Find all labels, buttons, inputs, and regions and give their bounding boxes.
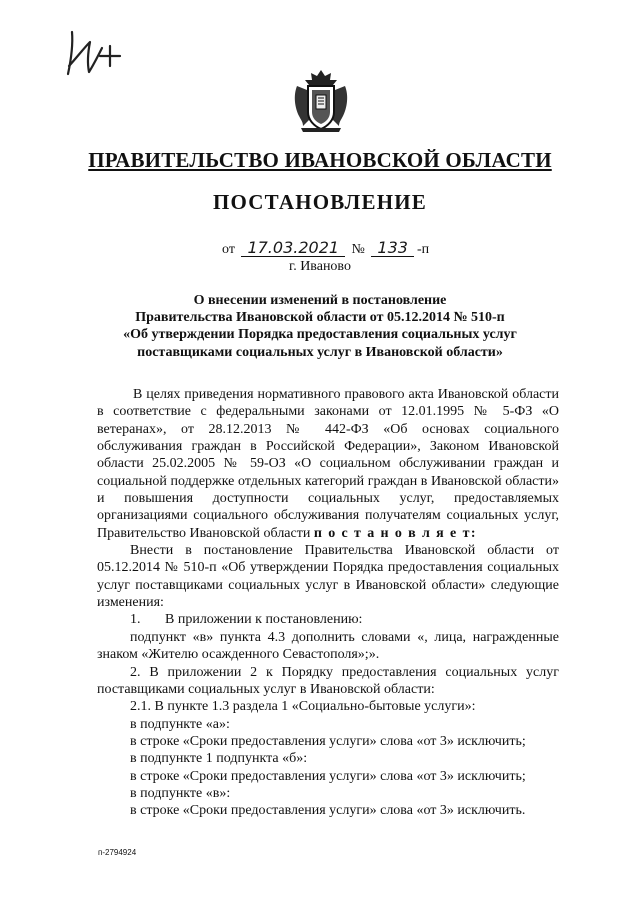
registration-line xyxy=(222,240,429,258)
document-body xyxy=(97,386,559,820)
item-paragraph: в подпункте «в»: xyxy=(130,785,231,801)
item-paragraph: в строке «Сроки предоставления услуги» слова «от 3» исключить; xyxy=(130,733,526,749)
city: г. Иваново xyxy=(289,259,351,274)
subject-line: О внесении изменений в постановление xyxy=(193,293,447,308)
preamble-paragraph xyxy=(97,386,559,542)
document-type: ПОСТАНОВЛЕНИЕ xyxy=(212,190,428,214)
item-paragraph: в подпункте 1 подпункта «б»: xyxy=(130,751,308,767)
item-paragraph: 2. В приложении 2 к Порядку предоставления социальных услуг поставщиками социальных услуг в Ивановской области: xyxy=(97,664,559,697)
subject-line: Правительства Ивановской области от 05.12.2014 № 510-п xyxy=(135,310,505,326)
coat-of-arms-icon xyxy=(291,68,351,134)
government-title: ПРАВИТЕЛЬСТВО ИВАНОВСКОЙ ОБЛАСТИ xyxy=(88,148,552,172)
resolves-word: п о с т а н о в л я е т: xyxy=(313,525,477,541)
document-subject xyxy=(60,292,580,361)
number-suffix: -п xyxy=(416,242,430,257)
item-paragraph: 1. В приложении к постановлению: xyxy=(130,612,363,628)
preamble-text: В целях приведения нормативного правового акта Ивановской области в соответствие с федеральными законами от 12.01.1995 № 5-ФЗ «О ветеранах», от 28.12.2013 № 442-ФЗ «Об основах социального обслуживания граждан в Российской Федерации», Законом Ивановской области 25.02.2005 № 59-ОЗ «О социальном обслуживании граждан и социальной поддержке отдельных категорий граждан в Ивановской области» и повышения доступности социальных услуг, предоставляемых организациями социального обслуживания получателям социальных услуг, Правительство Ивановской области xyxy=(97,387,559,541)
item-paragraph: в подпункте «а»: xyxy=(130,716,230,732)
item-paragraph: в строке «Сроки предоставления услуги» слова «от 3» исключить. xyxy=(130,803,526,819)
subject-line: поставщиками социальных услуг в Ивановской области» xyxy=(137,344,503,360)
document-date: 17.03.2021 xyxy=(241,240,345,257)
subject-line: «Об утверждении Порядка предоставления социальных услуг xyxy=(123,327,517,343)
footer-code: п-2794924 xyxy=(98,848,137,857)
document-number: 133 xyxy=(371,240,414,257)
date-prefix: от xyxy=(222,242,235,257)
number-sign: № xyxy=(351,242,365,257)
handwritten-mark xyxy=(60,26,124,82)
intro-paragraph: Внести в постановление Правительства Ивановской области от 05.12.2014 № 510-п «Об утверждении Порядка предоставления социальных услуг поставщиками социальных услуг в Ивановской области» следующие изменения: xyxy=(97,543,559,611)
item-paragraph: 2.1. В пункте 1.3 раздела 1 «Социально-бытовые услуги»: xyxy=(130,699,476,715)
item-paragraph: в строке «Сроки предоставления услуги» слова «от 3» исключить; xyxy=(130,768,526,784)
item-paragraph: подпункт «в» пункта 4.3 дополнить словами «, лица, награжденные знаком «Жителю осажденного Севастополя»;». xyxy=(97,629,559,663)
